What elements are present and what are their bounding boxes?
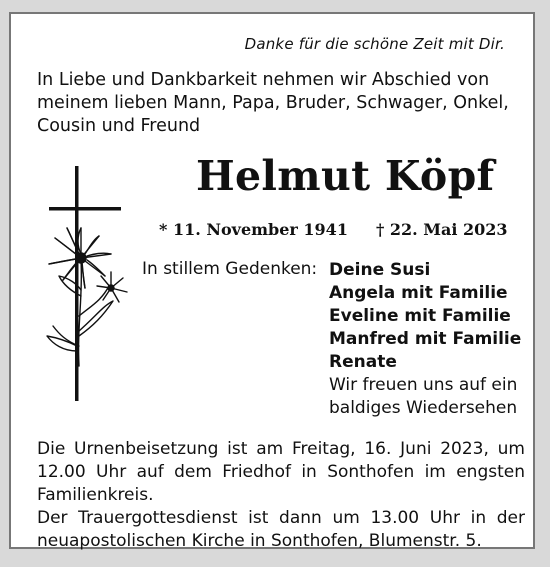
intro-text: In Liebe und Dankbarkeit nehmen wir Abschied von meinem lieben Mann, Papa, Bruder, Schwager, Onkel, Cousin und Freund	[37, 70, 509, 136]
mourner: Angela mit Familie	[329, 283, 508, 303]
edelweiss-icon	[47, 228, 127, 366]
funeral-notice	[37, 438, 525, 553]
mourner: Manfred mit Familie	[329, 329, 522, 349]
death-date: † 22. Mai 2023	[375, 220, 508, 239]
mourner: Renate	[329, 352, 397, 372]
closing-line-1: Wir freuen uns auf ein	[329, 375, 518, 395]
notice-service: Der Trauergottesdienst ist dann um 13.00 Uhr in der neuapostolischen Kirche in Sonthofen, Blumenstr. 5.	[37, 508, 525, 551]
closing-line-2: baldiges Wiedersehen	[329, 398, 518, 418]
mourners-list	[329, 259, 521, 420]
life-dates	[159, 220, 508, 239]
cross-edelweiss-emblem	[41, 166, 136, 406]
deceased-name: Helmut Köpf	[196, 152, 495, 200]
obituary-frame	[9, 12, 535, 549]
quote: Danke für die schöne Zeit mit Dir.	[244, 35, 505, 53]
memory-label: In stillem Gedenken:	[142, 259, 318, 279]
mourner: Deine Susi	[329, 260, 431, 280]
birth-date: * 11. November 1941	[159, 220, 348, 239]
notice-urn-burial: Die Urnenbeisetzung ist am Freitag, 16. Juni 2023, um 12.00 Uhr auf dem Friedhof in Sonthofen im engsten Familienkreis.	[37, 439, 525, 505]
mourner: Eveline mit Familie	[329, 306, 511, 326]
